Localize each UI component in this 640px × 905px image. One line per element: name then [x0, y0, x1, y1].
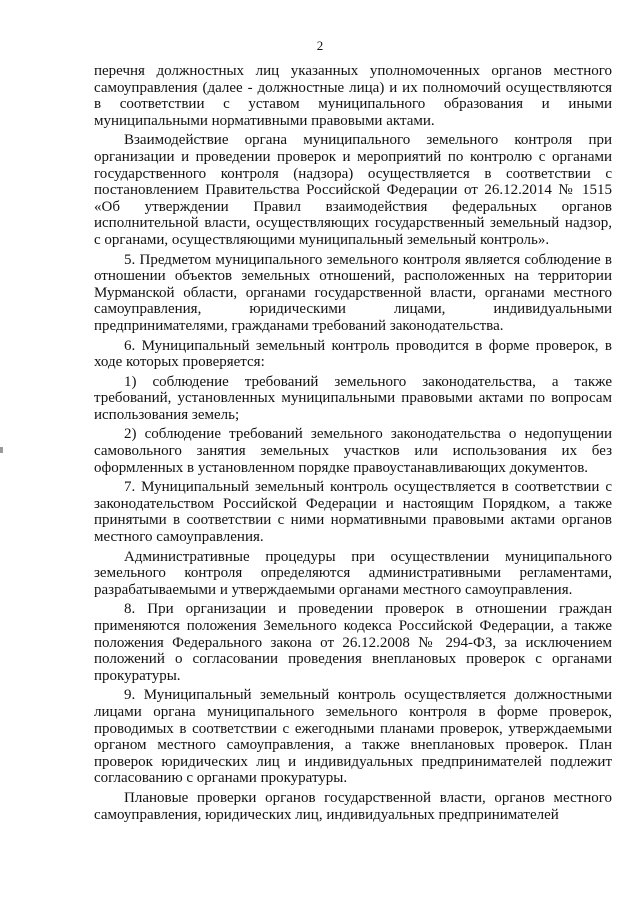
paragraph-6-item-1: 1) соблюдение требований земельного законодательства, а также требований, установленных муниципальными правовыми актами по вопросам использования земель; [94, 373, 612, 423]
paragraph-7-legal-basis: 7. Муниципальный земельный контроль осуществляется в соответствии с законодательством Российской Федерации и настоящим Порядком, а также принятыми в соответствии с ними нормативными правовыми актами органов местного самоуправления. [94, 479, 612, 546]
paragraph-administrative-procedures: Административные процедуры при осуществлении муниципального земельного контроля определяются административными регламентами, разрабатываемыми и утверждаемыми органами местного самоуправления. [94, 548, 612, 598]
paragraph-5-subject: 5. Предметом муниципального земельного контроля является соблюдение в отношении объектов земельных отношений, расположенных на территории Мурманской области, органами государственной власти, органами местного самоуправления, юридическими лицами, индивидуальными предпринимателями, гражданами требований законодательства. [94, 251, 612, 334]
paragraph-6-item-2: 2) соблюдение требований земельного законодательства о недопущении самовольного занятия земельных участков или использования их без оформленных в установленном порядке правоустанавливающих документов. [94, 426, 612, 476]
page-number: 2 [316, 38, 324, 53]
paragraph-planned-inspections: Плановые проверки органов государственной власти, органов местного самоуправления, юридических лиц, индивидуальных предпринимателей [94, 789, 612, 823]
paragraph-continuation: перечня должностных лиц указанных уполномоченных органов местного самоуправления (далее - должностные лица) и их полномочий осуществляются в соответствии с уставом муниципального образования и иными муниципальными нормативными правовыми актами. [94, 63, 612, 129]
document-body [94, 63, 612, 826]
paragraph-8-citizens: 8. При организации и проведении проверок в отношении граждан применяются положения Земельного кодекса Российской Федерации, а также положения Федерального закона от 26.12.2008 № 294-ФЗ, за исключением положений о согласовании проведения внеплановых проверок с органами прокуратуры. [94, 601, 612, 684]
paragraph-9-inspections: 9. Муниципальный земельный контроль осуществляется должностными лицами органа муниципального земельного контроля в форме проверок, проводимых в соответствии с ежегодными планами проверок, утверждаемыми органом местного самоуправления, а также внеплановых проверок. План проверок юридических лиц и индивидуальных предпринимателей подлежит согласованию с органами прокуратуры. [94, 687, 612, 787]
paragraph-interaction: Взаимодействие органа муниципального земельного контроля при организации и проведении проверок и мероприятий по контролю с органами государственного контроля (надзора) осуществляется в соответствии с постановлением Правительства Российской Федерации от 26.12.2014 № 1515 «Об утверждении Правил взаимодействия федеральных органов исполнительной власти, осуществляющих государственный земельный надзор, с органами, осуществляющими муниципальный земельный контроль». [94, 132, 612, 248]
paragraph-6-form: 6. Муниципальный земельный контроль проводится в форме проверок, в ходе которых проверяется: [94, 337, 612, 371]
scan-artifact [0, 447, 3, 453]
